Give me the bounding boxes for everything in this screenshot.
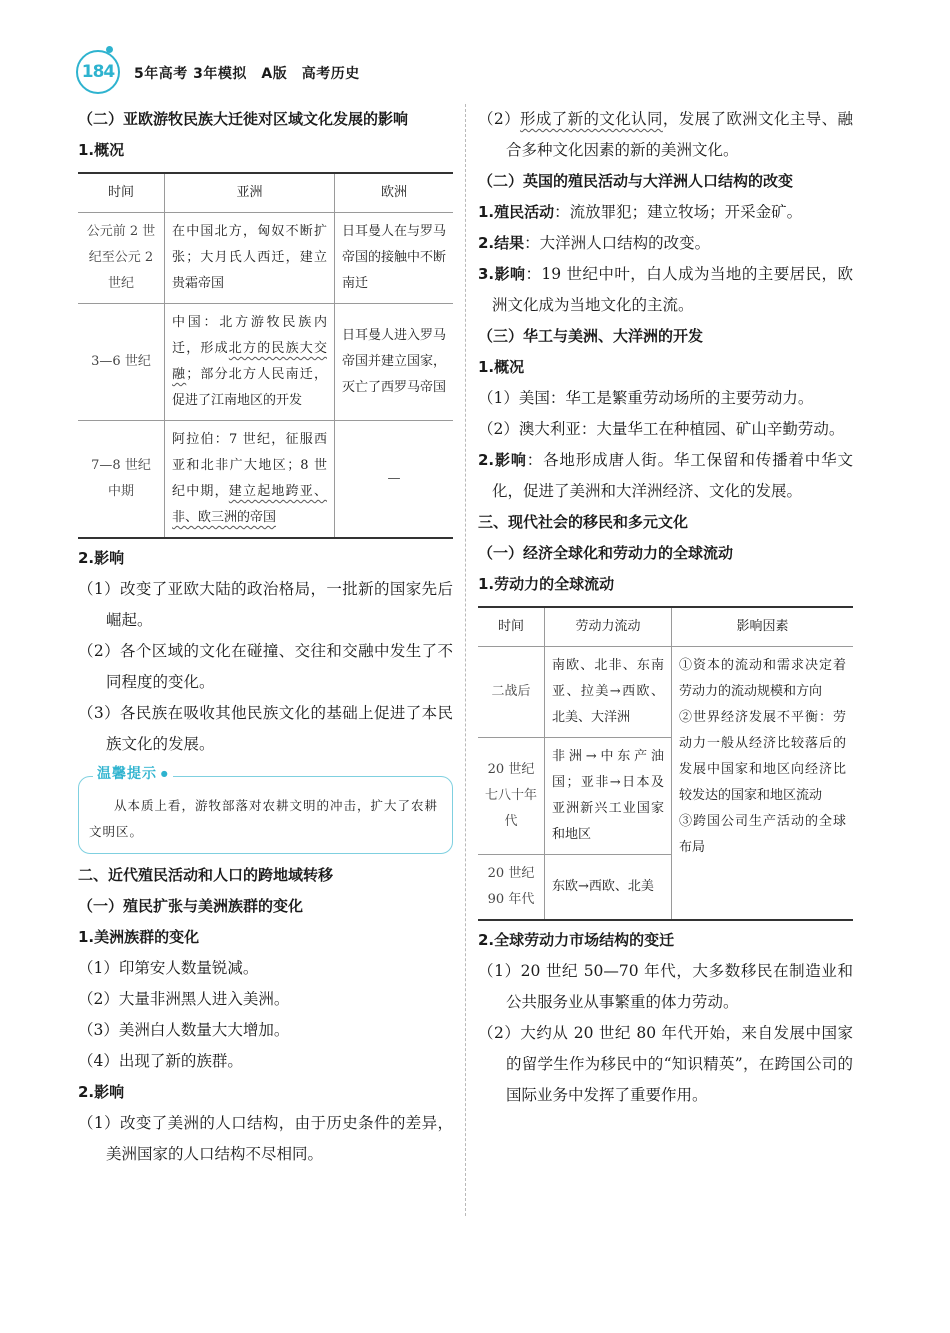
table-cell-time: 3—6 世纪: [78, 304, 165, 421]
subsection-heading: 1.概况: [478, 358, 525, 376]
section-subheading: （一）殖民扩张与美洲族群的变化: [78, 897, 304, 915]
table-header: 劳动力流动: [545, 607, 672, 647]
section-heading: （二）亚欧游牧民族大迁徙对区域文化发展的影响: [78, 110, 409, 128]
left-column: [78, 104, 453, 1170]
migration-table: [78, 172, 453, 539]
tip-text: 从本质上看，游牧部落对农耕文明的冲击，扩大了农耕文明区。: [89, 798, 439, 839]
list-item: （1）20 世纪 50—70 年代，大多数移民在制造业和公共服务业从事繁重的体力劳动。: [478, 962, 853, 1011]
table-cell-europe: —: [335, 421, 454, 539]
section-heading: 三、现代社会的移民和多元文化: [478, 513, 689, 531]
item-text: ，发展了欧洲文化主导、融合多种文化因素的新的美洲文化。: [506, 110, 853, 159]
section-subheading: （二）英国的殖民活动与大洋洲人口结构的改变: [478, 172, 794, 190]
table-header: 亚洲: [165, 173, 335, 213]
list-item: （1）改变了美洲的人口结构，由于历史条件的差异，美洲国家的人口结构不尽相同。: [78, 1114, 453, 1163]
table-cell-time: 二战后: [478, 647, 545, 738]
table-cell-flow: 东欧→西欧、北美: [545, 855, 672, 921]
list-item: [478, 104, 853, 166]
item-text: ：流放罪犯；建立牧场；开采金矿。: [554, 203, 803, 221]
list-item: （3）美洲白人数量大大增加。: [78, 1021, 290, 1039]
table-header-row: [478, 607, 853, 647]
subsection-heading: 2.影响: [78, 549, 125, 567]
section-subheading: （一）经济全球化和劳动力的全球流动: [478, 544, 734, 562]
item-label: 1.殖民活动: [478, 203, 555, 221]
table-cell-europe: 日耳曼人进入罗马帝国并建立国家，灭亡了西罗马帝国: [335, 304, 454, 421]
table-header-row: [78, 173, 453, 213]
tip-box: [78, 766, 453, 854]
list-item: （2）澳大利亚：大量华工在种植园、矿山辛勤劳动。: [478, 420, 845, 438]
list-item: （3）各民族在吸收其他民族文化的基础上促进了本民族文化的发展。: [78, 704, 453, 753]
subsection-heading: 1.美洲族群的变化: [78, 928, 200, 946]
cell-text: 中国：北方游牧民族内迁，形成: [172, 315, 327, 356]
subsection-heading: 2.影响: [78, 1083, 125, 1101]
cell-text: ；部分北方人民南迁，促进了江南地区的开发: [172, 367, 327, 408]
page-number: 184: [76, 50, 120, 94]
table-cell-flow: 南欧、北非、东南亚、拉美→西欧、北美、大洋洲: [545, 647, 672, 738]
table-row: [78, 421, 453, 539]
book-title: 5年高考 3年模拟 A版 高考历史: [134, 66, 360, 82]
emphasis-text: 北方的民族大交融: [172, 341, 327, 382]
item-label: 3.影响: [478, 265, 526, 283]
item-text: ：各地形成唐人街。华工保留和传播着中华文化，促进了美洲和大洋洲经济、文化的发展。: [492, 451, 853, 500]
section-subheading: （三）华工与美洲、大洋洲的开发: [478, 327, 704, 345]
section-heading: 二、近代殖民活动和人口的跨地域转移: [78, 866, 334, 884]
table-header: 影响因素: [672, 607, 854, 647]
table-cell-factors: ①资本的流动和需求决定着劳动力的流动规模和方向 ②世界经济发展不平衡：劳动力一般从经济比较落后的发展中国家和地区向经济比较发达的国家和地区流动 ③跨国公司生产活动的全球布局: [672, 647, 854, 921]
table-cell-time: 7—8 世纪中期: [78, 421, 165, 539]
table-cell-europe: 日耳曼人在与罗马帝国的接触中不断南迁: [335, 213, 454, 304]
table-row: [78, 213, 453, 304]
subsection-heading: 1.劳动力的全球流动: [478, 575, 615, 593]
table-header: 时间: [478, 607, 545, 647]
emphasis-text: 建立起地跨亚、非、欧三洲的帝国: [172, 484, 327, 525]
table-cell-time: 20 世纪 90 年代: [478, 855, 545, 921]
list-item: （4）出现了新的族群。: [78, 1052, 243, 1070]
table-row: [78, 304, 453, 421]
table-header: 欧洲: [335, 173, 454, 213]
table-cell-time: 公元前 2 世纪至公元 2 世纪: [78, 213, 165, 304]
item-label: 2.结果: [478, 234, 525, 252]
cell-text: 阿拉伯：7 世纪，征服西亚和北非广大地区；8 世纪中期，: [172, 432, 327, 499]
table-cell-asia: [165, 304, 335, 421]
right-column: [478, 104, 853, 1111]
item-prefix: （2）: [478, 110, 520, 128]
list-item: （2）各个区域的文化在碰撞、交往和交融中发生了不同程度的变化。: [78, 642, 453, 691]
item-text: ：大洋洲人口结构的改变。: [524, 234, 711, 252]
list-item: （2）大约从 20 世纪 80 年代开始，来自发展中国家的留学生作为移民中的“知识精英”，在跨国公司的国际业务中发挥了重要作用。: [478, 1024, 853, 1104]
list-item: （2）大量非洲黑人进入美洲。: [78, 990, 290, 1008]
table-cell-asia: 在中国北方，匈奴不断扩张；大月氏人西迁，建立贵霜帝国: [165, 213, 335, 304]
list-item: [478, 445, 853, 507]
list-item: [478, 197, 853, 228]
table-cell-time: 20 世纪七八十年代: [478, 738, 545, 855]
list-item: [478, 259, 853, 321]
page-header: [76, 50, 476, 94]
item-label: 2.影响: [478, 451, 527, 469]
labor-flow-table: [478, 606, 853, 921]
table-cell-asia: [165, 421, 335, 539]
table-cell-flow: 非洲→中东产油国；亚非→日本及亚洲新兴工业国家和地区: [545, 738, 672, 855]
subsection-heading: 1.概况: [78, 141, 125, 159]
list-item: （1）美国：华工是繁重劳动场所的主要劳动力。: [478, 389, 814, 407]
list-item: （1）印第安人数量锐减。: [78, 959, 259, 977]
item-text: ：19 世纪中叶，白人成为当地的主要居民，欧洲文化成为当地文化的主流。: [492, 265, 854, 314]
table-row: [478, 647, 853, 738]
subsection-heading: 2.全球劳动力市场结构的变迁: [478, 931, 675, 949]
tip-title: 温馨提示 ●: [93, 764, 173, 784]
list-item: [478, 228, 853, 259]
column-divider: [465, 104, 466, 1216]
table-header: 时间: [78, 173, 165, 213]
list-item: （1）改变了亚欧大陆的政治格局，一批新的国家先后崛起。: [78, 580, 453, 629]
emphasis-text: 形成了新的文化认同: [519, 110, 663, 128]
